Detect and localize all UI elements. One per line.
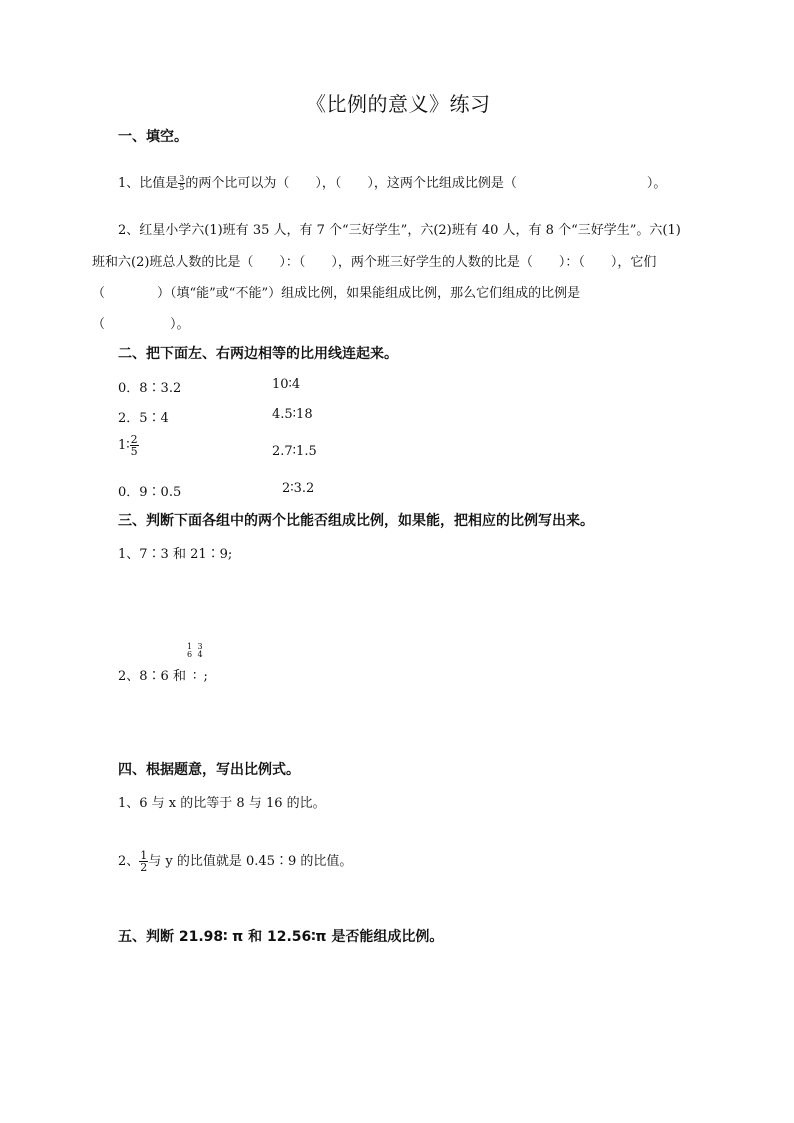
section-4-heading: 四、根据题意，写出比例式。 <box>118 762 300 778</box>
s1-q2-line2: 班和六(2)班总人数的比是（ ）：（ ），两个班三好学生的人数的比是（ ）：（ ），它们 <box>92 255 657 270</box>
s4-q2-prefix: 2、 <box>118 854 140 869</box>
s3-q2-suffix: ; <box>203 669 208 684</box>
page-title: 《比例的意义》练习 <box>306 92 491 116</box>
s4-q2-fraction <box>139 850 148 873</box>
s1-q2-line1: 2、红星小学六(1)班有 35 人，有 7 个“三好学生”，六(2)班有 40 人，有 8 个“三好学生”。六(1) <box>118 223 681 238</box>
s1-q1-frac-num: 3 <box>179 174 185 183</box>
s2-left-item-3 <box>118 434 139 457</box>
s3-q2-fraction-2 <box>196 643 203 659</box>
s2-right-item-1: 10∶4 <box>272 377 301 392</box>
s4-question-1: 1、6 与 x 的比等于 8 与 16 的比。 <box>118 796 326 811</box>
s3-question-2 <box>118 642 208 684</box>
s2-right-item-3: 2.7∶1.5 <box>272 444 317 459</box>
frac-den: 6 <box>186 650 193 659</box>
frac-den: 4 <box>197 650 203 659</box>
s1-q2-line4: （ ）。 <box>92 317 190 332</box>
section-1-heading: 一、填空。 <box>118 129 188 145</box>
s3-q2-prefix: 2、8∶6 和 <box>118 669 186 684</box>
frac-num: 3 <box>197 642 203 651</box>
s2-left-item-3-fraction <box>130 434 139 457</box>
s1-question-1 <box>118 172 666 192</box>
section-5-heading: 五、判断 21.98∶ π 和 12.56∶π 是否能组成比例。 <box>118 929 444 945</box>
frac-num: 1 <box>186 642 193 651</box>
frac-num: 2 <box>130 433 138 446</box>
s4-question-2 <box>118 850 352 873</box>
s3-q2-colon: ∶ <box>193 669 197 684</box>
s3-question-1: 1、7∶3 和 21∶9; <box>118 547 233 562</box>
s1-q1-suffix: 的两个比可以为（ ），（ ），这两个比组成比例是（ ）。 <box>185 176 667 191</box>
section-2-heading: 二、把下面左、右两边相等的比用线连起来。 <box>118 346 398 362</box>
s1-q1-prefix: 1、比值是 <box>118 176 179 191</box>
s2-right-item-2: 4.5∶18 <box>272 407 313 422</box>
s2-left-item-3-text: 1∶ <box>118 438 130 453</box>
s1-q1-frac-den: 5 <box>179 183 185 192</box>
s2-right-item-4: 2∶3.2 <box>282 481 315 496</box>
frac-den: 5 <box>130 445 138 458</box>
s2-left-item-4: 0．9∶0.5 <box>118 485 182 500</box>
s1-q2-line3: （ ）（填“能”或“不能”）组成比例，如果能组成比例，那么它们组成的比例是 <box>92 286 581 301</box>
frac-den: 2 <box>140 861 148 874</box>
section-3-heading: 三、判断下面各组中的两个比能否组成比例，如果能，把相应的比例写出来。 <box>118 513 594 529</box>
s3-q2-fraction-1 <box>186 643 193 659</box>
frac-num: 1 <box>140 849 148 862</box>
s2-left-item-2: 2．5∶4 <box>118 411 169 426</box>
s4-q2-suffix: 与 y 的比值就是 0.45∶9 的比值。 <box>148 854 353 869</box>
s2-left-item-1: 0．8∶3.2 <box>118 381 182 396</box>
